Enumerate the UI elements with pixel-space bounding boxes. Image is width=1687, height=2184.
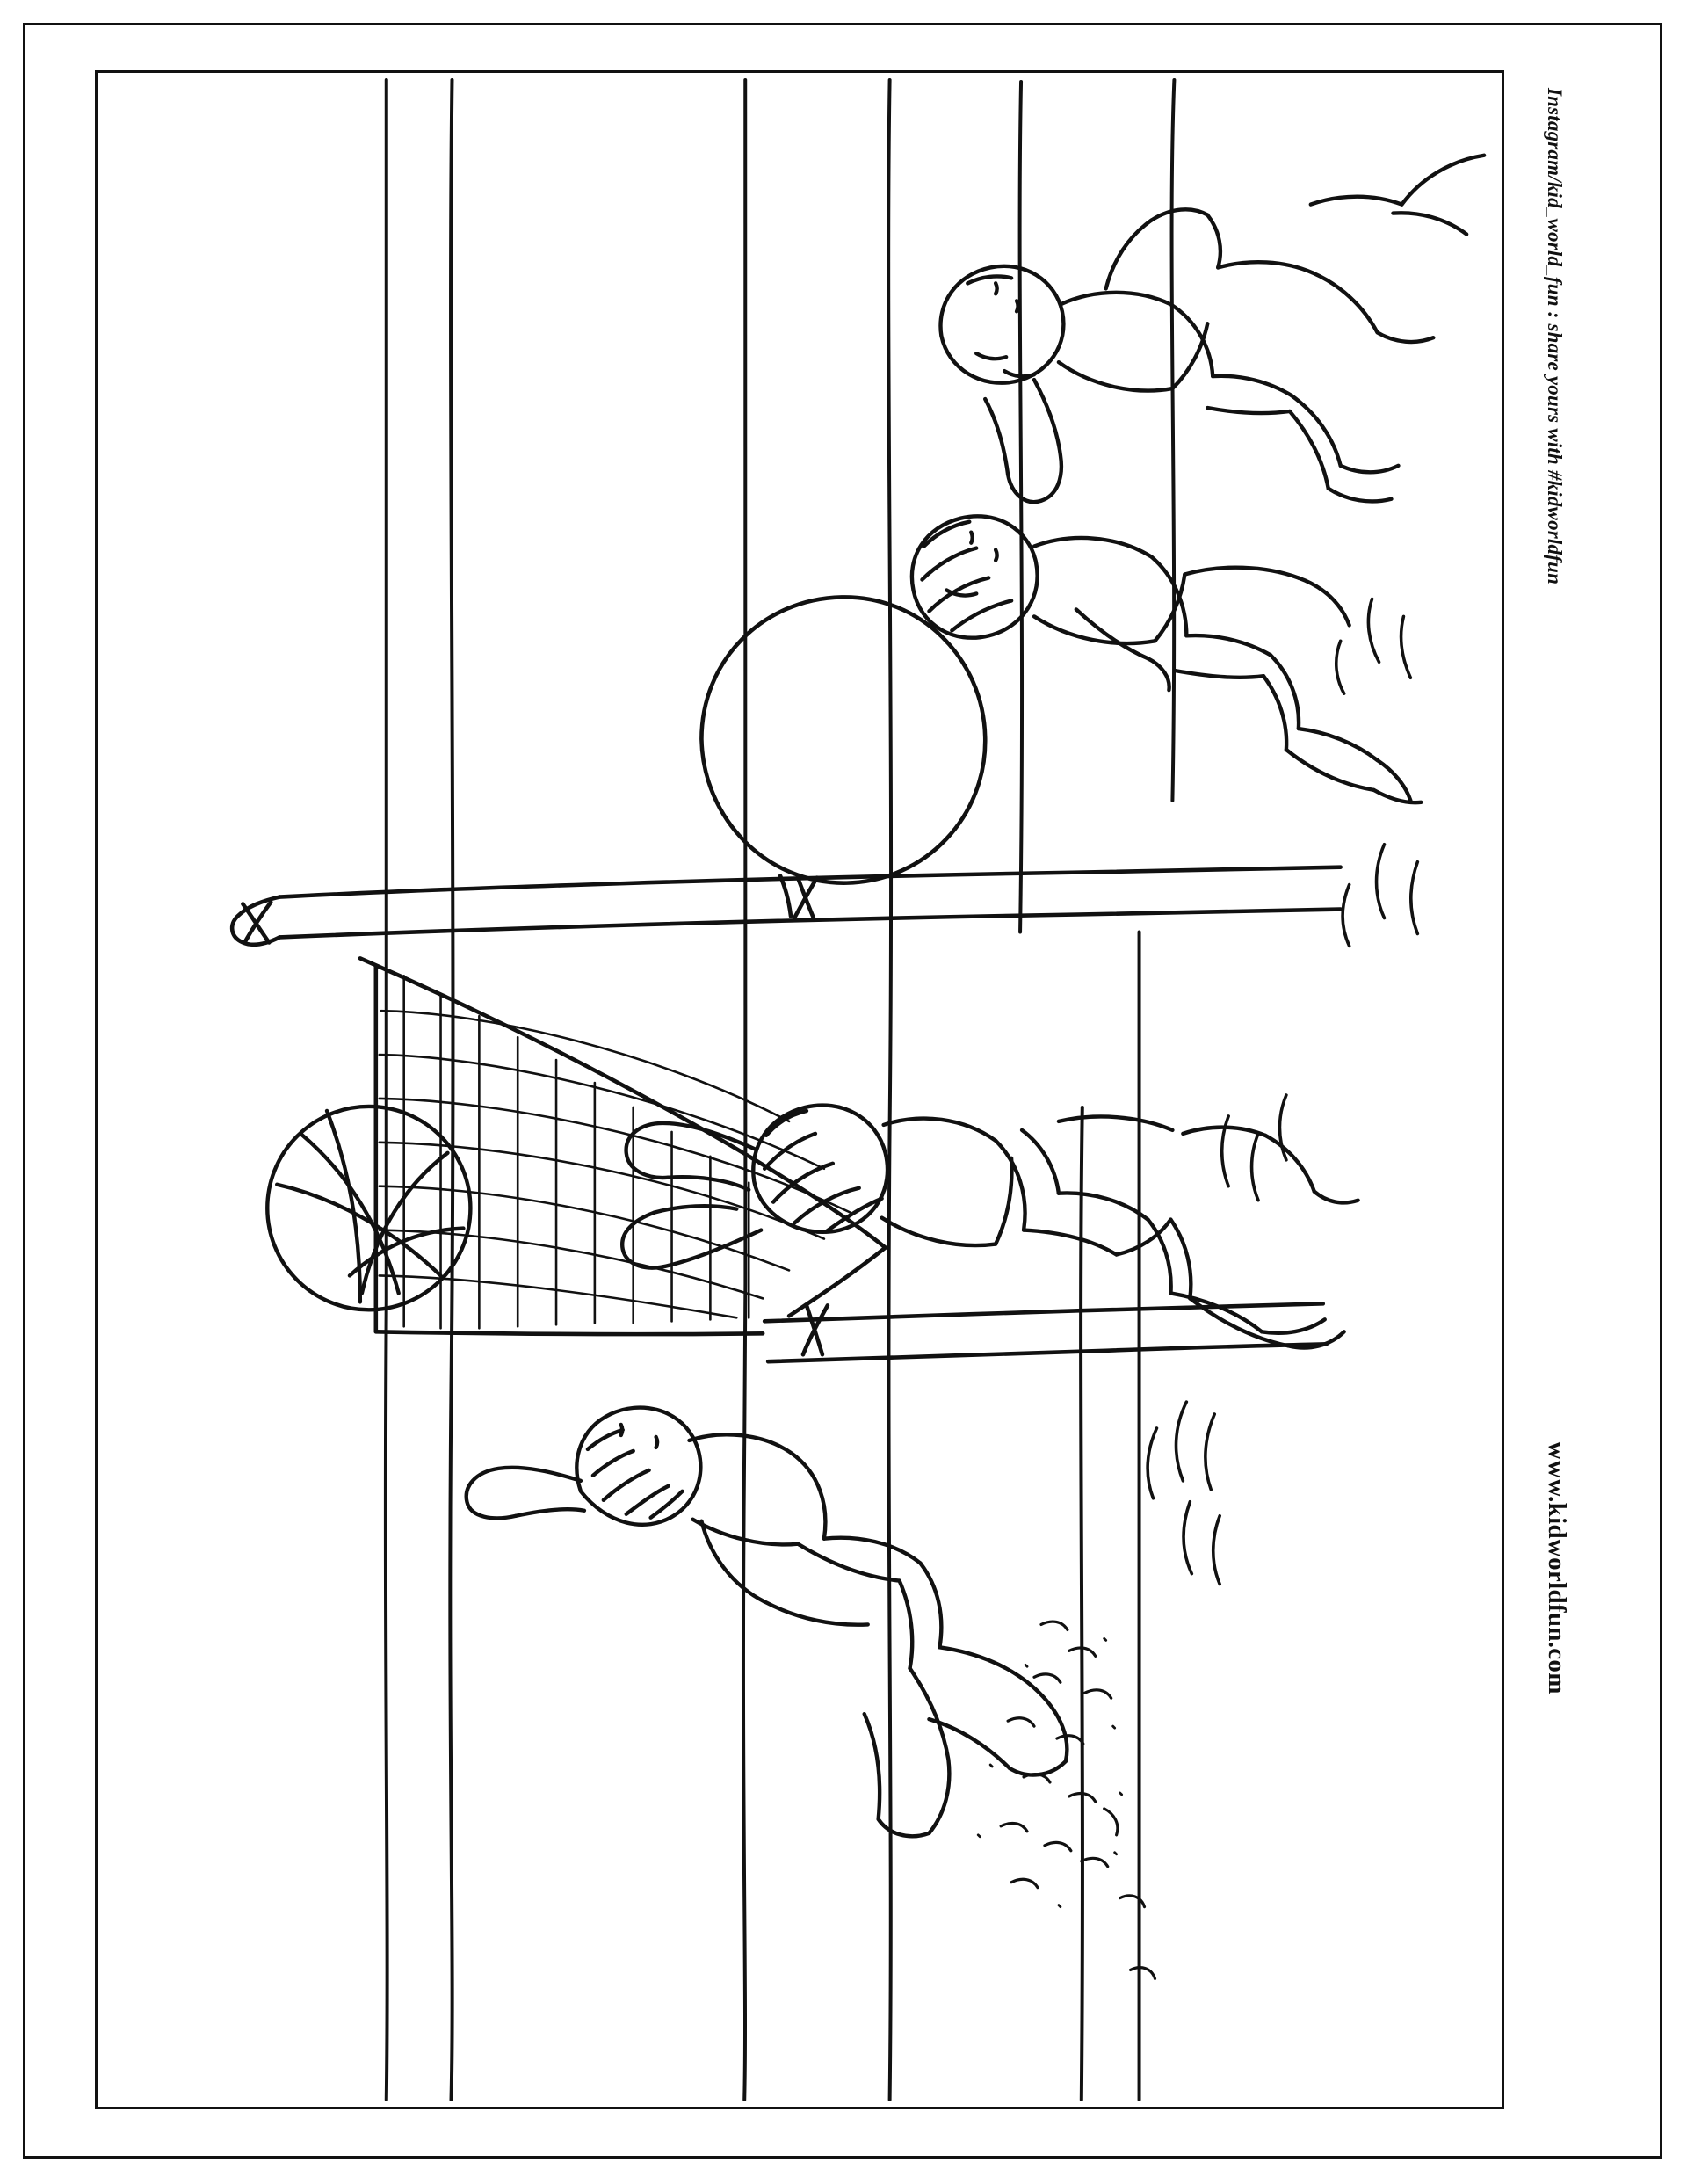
artwork-frame (95, 70, 1504, 2109)
sand (978, 1622, 1155, 1978)
player-back-left (912, 516, 1421, 802)
sea-waves (1148, 599, 1417, 1584)
player-front-left (467, 1408, 1068, 1837)
instagram-credit: Instagram/kid_world_fun : share yours with #kidworldfun (1544, 88, 1566, 585)
player-front-right (622, 1106, 1358, 1348)
beach-volleyball-line-drawing (98, 73, 1502, 2107)
background-bands (386, 80, 1175, 2100)
website-credit: www.kidworldfun.com (1543, 1441, 1571, 1694)
